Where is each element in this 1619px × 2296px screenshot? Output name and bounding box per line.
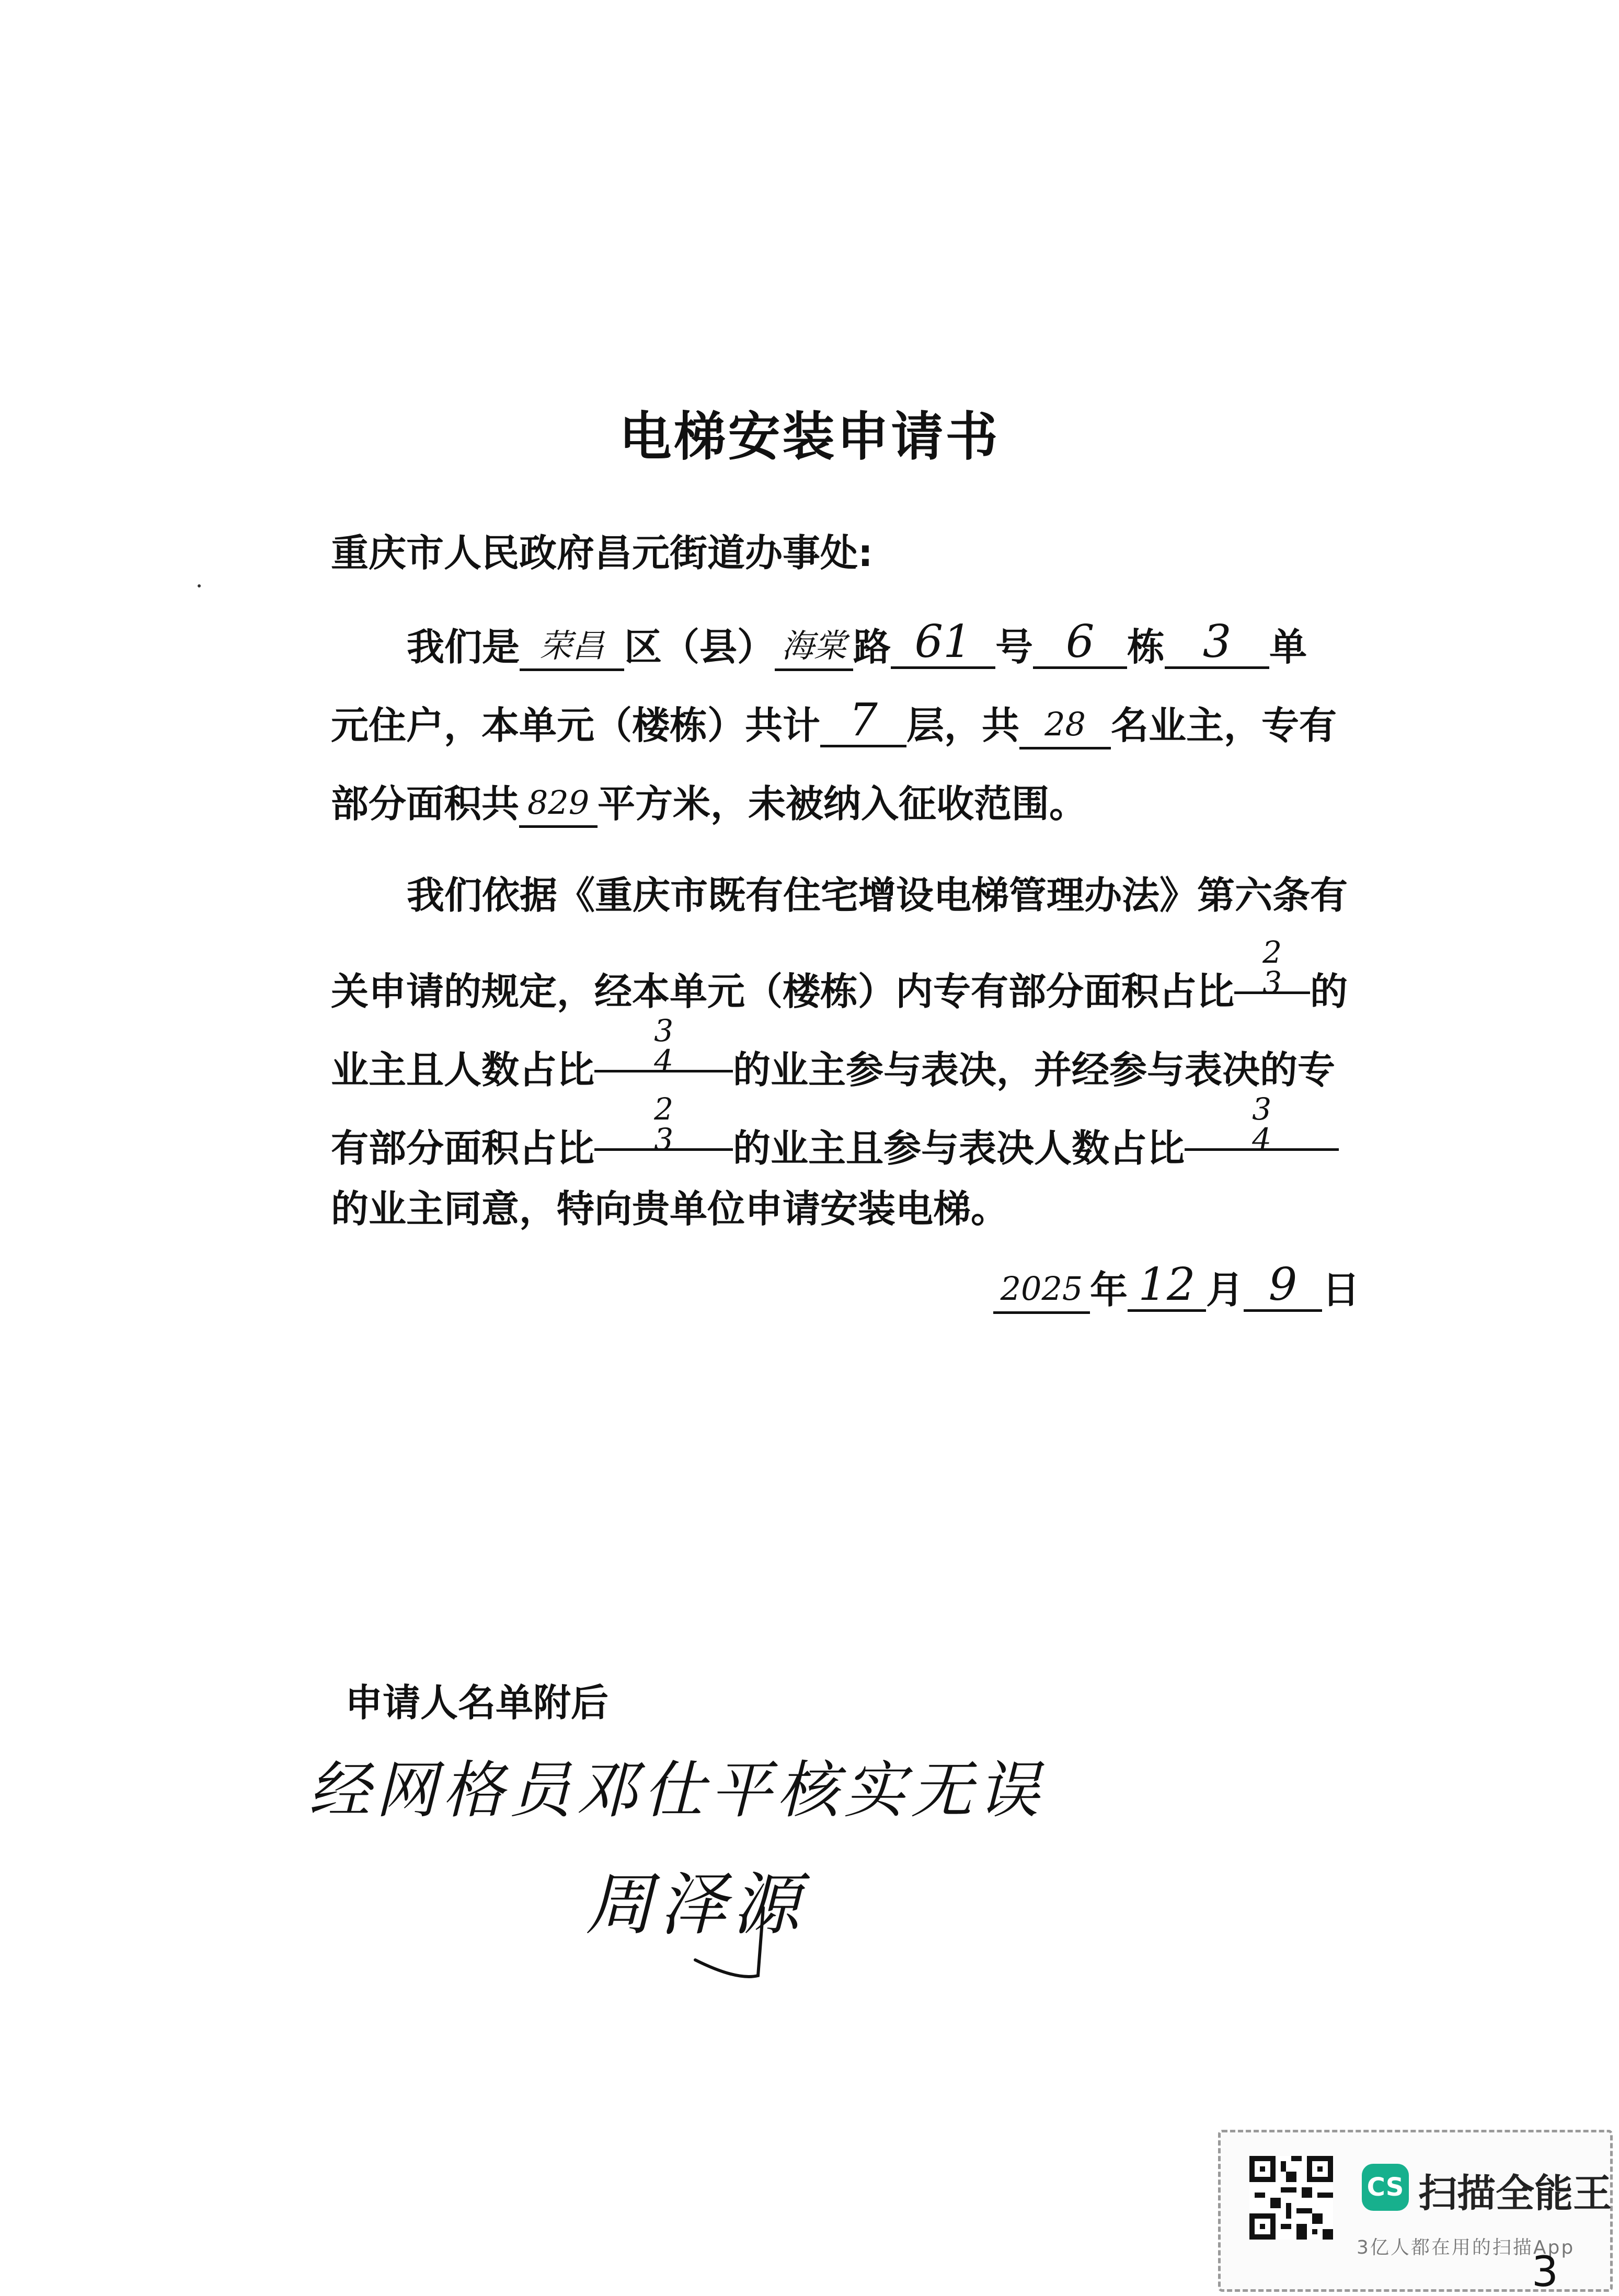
scanner-brand-name: 扫描全能王 bbox=[1418, 2171, 1612, 2216]
page-number: 3 bbox=[1532, 2247, 1558, 2296]
agree-area-fraction: 2 3 bbox=[654, 1091, 673, 1157]
year-handwriting: 2025 bbox=[1000, 1270, 1083, 1308]
building-handwriting: 6 bbox=[1065, 616, 1095, 668]
month-blank bbox=[1128, 1259, 1206, 1312]
road-blank bbox=[775, 626, 853, 671]
para1-line3: 部分面积共 829 平方米，未被纳入征收范围。 bbox=[331, 779, 1353, 829]
area-handwriting: 829 bbox=[527, 783, 590, 822]
ratio-area-fraction: 2 3 bbox=[1262, 934, 1282, 1000]
para2-line2: 关申请的规定，经本单元（楼栋）内专有部分面积占比 2 3 的 bbox=[331, 934, 1348, 1013]
unit-handwriting: 3 bbox=[1202, 616, 1232, 668]
owners-blank bbox=[1019, 704, 1111, 749]
unit-blank bbox=[1165, 616, 1269, 669]
para1-line2: 元住户，本单元（楼栋）共计 7 层，共 28 名业主，专有 bbox=[331, 700, 1353, 751]
floors-handwriting: 7 bbox=[849, 694, 878, 746]
para2-line4: 有部分面积占比 2 3 的业主且参与表决人数占比 3 4 bbox=[331, 1105, 1353, 1173]
agree-area-blank bbox=[594, 1091, 733, 1157]
day-blank bbox=[1244, 1259, 1322, 1312]
scan-speck bbox=[198, 584, 201, 587]
agree-people-fraction: 3 4 bbox=[1252, 1091, 1271, 1157]
attachment-note: 申请人名单附后 bbox=[345, 1681, 609, 1725]
day-handwriting: 9 bbox=[1268, 1259, 1298, 1311]
document-title: 电梯安装申请书 bbox=[619, 406, 1000, 467]
floors-blank bbox=[820, 694, 906, 747]
ratio-area-blank bbox=[1234, 934, 1310, 1000]
camscanner-logo-icon: CS bbox=[1362, 2164, 1409, 2211]
addressee: 重庆市人民政府昌元街道办事处: bbox=[331, 531, 873, 575]
para2-line3: 业主且人数占比 3 4 的业主参与表决，并经参与表决的专 bbox=[331, 1013, 1336, 1092]
qr-code-icon bbox=[1249, 2156, 1333, 2240]
month-handwriting: 12 bbox=[1138, 1259, 1196, 1311]
owners-handwriting: 28 bbox=[1044, 705, 1086, 743]
handwritten-signature: 周泽源 bbox=[585, 1865, 806, 1944]
ratio-people-fraction: 3 4 bbox=[654, 1013, 673, 1079]
handwritten-verification-note: 经网格员邓仕平核实无误 bbox=[308, 1754, 1045, 1826]
para2-line1: 我们依据《重庆市既有住宅增设电梯管理办法》第六条有 bbox=[407, 873, 1348, 917]
road-number-handwriting: 61 bbox=[914, 616, 972, 668]
district-blank bbox=[520, 626, 624, 671]
building-blank bbox=[1033, 616, 1127, 669]
area-blank bbox=[519, 782, 598, 828]
scanner-tagline: 3亿人都在用的扫描App bbox=[1357, 2237, 1575, 2258]
year-blank bbox=[993, 1268, 1090, 1314]
para1-line1: 我们是 荣昌 区（县） 海棠 路 61 号 6 栋 3 单 bbox=[331, 622, 1353, 672]
date-line: 2025 年 12 月 9 日 bbox=[993, 1265, 1359, 1315]
ratio-people-blank bbox=[594, 1013, 733, 1079]
road-number-blank bbox=[891, 616, 995, 669]
signature-flourish bbox=[680, 1902, 774, 1986]
para2-line5: 的业主同意，特向贵单位申请安装电梯。 bbox=[331, 1187, 1009, 1231]
district-handwriting: 荣昌 bbox=[539, 627, 605, 665]
agree-people-blank bbox=[1185, 1091, 1339, 1157]
road-handwriting: 海棠 bbox=[782, 627, 847, 665]
